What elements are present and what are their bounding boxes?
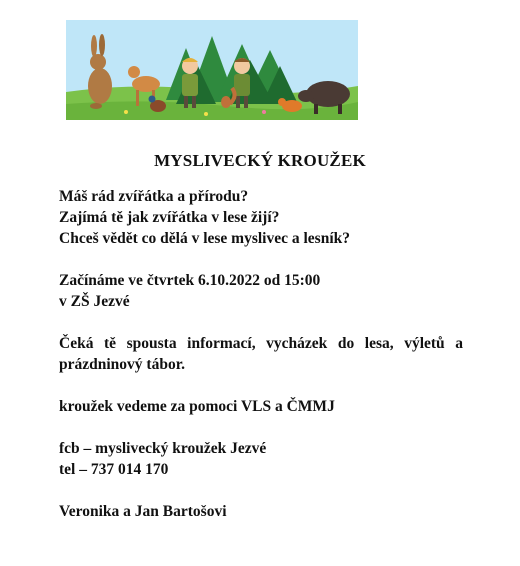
phone-contact: tel – 737 014 170 — [59, 461, 169, 478]
document-title: MYSLIVECKÝ KROUŽEK — [154, 151, 366, 170]
start-paragraph — [59, 270, 463, 312]
signature: Veronika a Jan Bartošovi — [59, 503, 227, 520]
start-place-line: v ZŠ Jezvé — [59, 293, 130, 310]
document-body — [59, 186, 463, 543]
contact-paragraph — [59, 438, 463, 480]
intro-line: Máš rád zvířátka a přírodu? — [59, 188, 249, 205]
start-date-line: Začínáme ve čtvrtek 6.10.2022 od 15:00 — [59, 272, 321, 289]
forest-animals-illustration — [66, 20, 358, 120]
intro-line: Chceš vědět co dělá v lese myslivec a lesník? — [59, 230, 351, 247]
intro-line: Zajímá tě jak zvířátka v lese žijí? — [59, 209, 280, 226]
facebook-contact: fcb – myslivecký kroužek Jezvé — [59, 440, 267, 457]
activities-paragraph: Čeká tě spousta informací, vycházek do lesa, výletů a prázdninový tábor. — [59, 335, 463, 373]
partners-paragraph: kroužek vedeme za pomoci VLS a ČMMJ — [59, 398, 335, 415]
intro-paragraph — [59, 186, 463, 249]
